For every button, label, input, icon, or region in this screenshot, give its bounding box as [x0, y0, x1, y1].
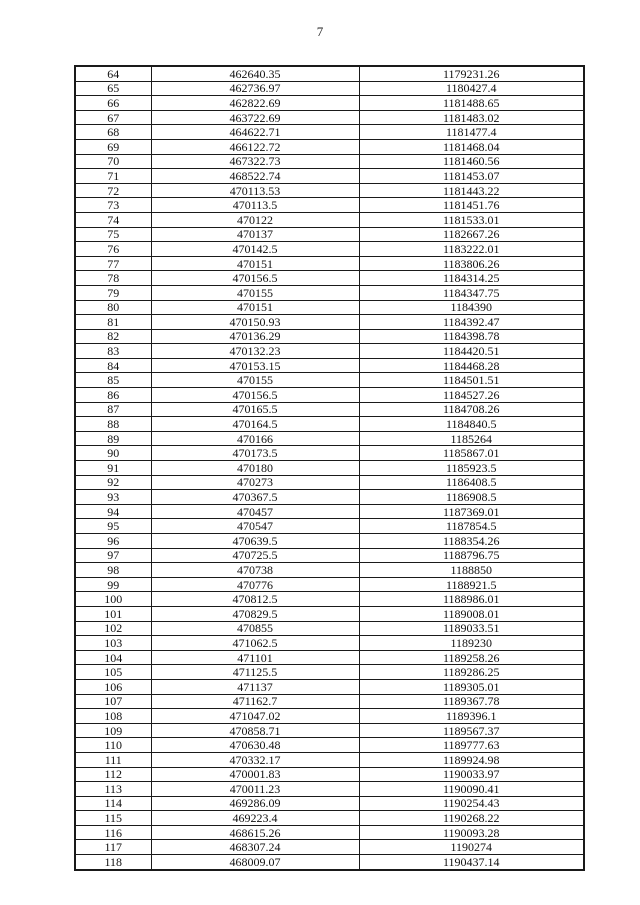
y-coordinate-cell: 1184314.25	[359, 271, 584, 286]
x-coordinate-cell: 470155	[151, 285, 359, 300]
table-row	[75, 344, 584, 359]
point-number-cell: 109	[75, 723, 151, 738]
table-row	[75, 66, 584, 81]
point-number-cell: 74	[75, 212, 151, 227]
x-coordinate-cell: 469286.09	[151, 796, 359, 811]
point-number-cell: 118	[75, 855, 151, 870]
x-coordinate-cell: 462640.35	[151, 66, 359, 81]
coordinates-table-body	[75, 66, 584, 870]
y-coordinate-cell: 1180427.4	[359, 81, 584, 96]
y-coordinate-cell: 1190274	[359, 840, 584, 855]
point-number-cell: 101	[75, 606, 151, 621]
table-row	[75, 650, 584, 665]
y-coordinate-cell: 1179231.26	[359, 66, 584, 81]
y-coordinate-cell: 1187369.01	[359, 504, 584, 519]
y-coordinate-cell: 1181488.65	[359, 96, 584, 111]
table-row	[75, 855, 584, 870]
x-coordinate-cell: 468522.74	[151, 169, 359, 184]
point-number-cell: 106	[75, 679, 151, 694]
y-coordinate-cell: 1181477.4	[359, 125, 584, 140]
y-coordinate-cell: 1190254.43	[359, 796, 584, 811]
point-number-cell: 92	[75, 475, 151, 490]
x-coordinate-cell: 470812.5	[151, 592, 359, 607]
y-coordinate-cell: 1189230	[359, 636, 584, 651]
y-coordinate-cell: 1184468.28	[359, 358, 584, 373]
x-coordinate-cell: 470151	[151, 300, 359, 315]
y-coordinate-cell: 1190437.14	[359, 855, 584, 870]
y-coordinate-cell: 1184420.51	[359, 344, 584, 359]
x-coordinate-cell: 470858.71	[151, 723, 359, 738]
table-row	[75, 329, 584, 344]
point-number-cell: 70	[75, 154, 151, 169]
point-number-cell: 71	[75, 169, 151, 184]
x-coordinate-cell: 470132.23	[151, 344, 359, 359]
x-coordinate-cell: 471047.02	[151, 709, 359, 724]
table-row	[75, 665, 584, 680]
point-number-cell: 89	[75, 431, 151, 446]
x-coordinate-cell: 471125.5	[151, 665, 359, 680]
x-coordinate-cell: 470829.5	[151, 606, 359, 621]
y-coordinate-cell: 1184347.75	[359, 285, 584, 300]
point-number-cell: 110	[75, 738, 151, 753]
table-row	[75, 461, 584, 476]
y-coordinate-cell: 1181483.02	[359, 110, 584, 125]
table-row	[75, 504, 584, 519]
x-coordinate-cell: 470136.29	[151, 329, 359, 344]
y-coordinate-cell: 1184840.5	[359, 417, 584, 432]
x-coordinate-cell: 470725.5	[151, 548, 359, 563]
table-row	[75, 679, 584, 694]
point-number-cell: 113	[75, 782, 151, 797]
x-coordinate-cell: 470547	[151, 519, 359, 534]
point-number-cell: 107	[75, 694, 151, 709]
table-row	[75, 212, 584, 227]
x-coordinate-cell: 470153.15	[151, 358, 359, 373]
point-number-cell: 91	[75, 461, 151, 476]
point-number-cell: 111	[75, 752, 151, 767]
y-coordinate-cell: 1188986.01	[359, 592, 584, 607]
x-coordinate-cell: 471137	[151, 679, 359, 694]
table-row	[75, 242, 584, 257]
y-coordinate-cell: 1184501.51	[359, 373, 584, 388]
x-coordinate-cell: 470630.48	[151, 738, 359, 753]
point-number-cell: 98	[75, 563, 151, 578]
x-coordinate-cell: 470155	[151, 373, 359, 388]
table-row	[75, 577, 584, 592]
x-coordinate-cell: 470855	[151, 621, 359, 636]
x-coordinate-cell: 470142.5	[151, 242, 359, 257]
table-row	[75, 782, 584, 797]
y-coordinate-cell: 1188921.5	[359, 577, 584, 592]
point-number-cell: 73	[75, 198, 151, 213]
y-coordinate-cell: 1189367.78	[359, 694, 584, 709]
table-row	[75, 840, 584, 855]
point-number-cell: 102	[75, 621, 151, 636]
point-number-cell: 96	[75, 534, 151, 549]
x-coordinate-cell: 470137	[151, 227, 359, 242]
table-row	[75, 139, 584, 154]
y-coordinate-cell: 1189305.01	[359, 679, 584, 694]
point-number-cell: 66	[75, 96, 151, 111]
point-number-cell: 64	[75, 66, 151, 81]
table-row	[75, 198, 584, 213]
x-coordinate-cell: 466122.72	[151, 139, 359, 154]
table-row	[75, 694, 584, 709]
x-coordinate-cell: 470166	[151, 431, 359, 446]
point-number-cell: 104	[75, 650, 151, 665]
table-row	[75, 271, 584, 286]
x-coordinate-cell: 470122	[151, 212, 359, 227]
x-coordinate-cell: 470273	[151, 475, 359, 490]
table-row	[75, 548, 584, 563]
x-coordinate-cell: 470165.5	[151, 402, 359, 417]
y-coordinate-cell: 1185867.01	[359, 446, 584, 461]
table-row	[75, 606, 584, 621]
point-number-cell: 94	[75, 504, 151, 519]
y-coordinate-cell: 1189924.98	[359, 752, 584, 767]
table-row	[75, 358, 584, 373]
point-number-cell: 93	[75, 490, 151, 505]
y-coordinate-cell: 1186908.5	[359, 490, 584, 505]
table-row	[75, 621, 584, 636]
point-number-cell: 69	[75, 139, 151, 154]
point-number-cell: 67	[75, 110, 151, 125]
x-coordinate-cell: 470156.5	[151, 388, 359, 403]
y-coordinate-cell: 1190033.97	[359, 767, 584, 782]
table-row	[75, 563, 584, 578]
x-coordinate-cell: 470738	[151, 563, 359, 578]
y-coordinate-cell: 1183806.26	[359, 256, 584, 271]
table-row	[75, 490, 584, 505]
page-number: 7	[316, 24, 324, 39]
y-coordinate-cell: 1184390	[359, 300, 584, 315]
table-row	[75, 825, 584, 840]
x-coordinate-cell: 470150.93	[151, 315, 359, 330]
y-coordinate-cell: 1184398.78	[359, 329, 584, 344]
x-coordinate-cell: 462822.69	[151, 96, 359, 111]
y-coordinate-cell: 1181533.01	[359, 212, 584, 227]
table-row	[75, 227, 584, 242]
point-number-cell: 83	[75, 344, 151, 359]
x-coordinate-cell: 470011.23	[151, 782, 359, 797]
point-number-cell: 68	[75, 125, 151, 140]
table-row	[75, 636, 584, 651]
point-number-cell: 86	[75, 388, 151, 403]
table-row	[75, 534, 584, 549]
point-number-cell: 115	[75, 811, 151, 826]
table-row	[75, 767, 584, 782]
y-coordinate-cell: 1186408.5	[359, 475, 584, 490]
y-coordinate-cell: 1187854.5	[359, 519, 584, 534]
x-coordinate-cell: 463722.69	[151, 110, 359, 125]
point-number-cell: 80	[75, 300, 151, 315]
x-coordinate-cell: 470151	[151, 256, 359, 271]
table-row	[75, 183, 584, 198]
x-coordinate-cell: 470639.5	[151, 534, 359, 549]
point-number-cell: 105	[75, 665, 151, 680]
x-coordinate-cell: 467322.73	[151, 154, 359, 169]
table-row	[75, 417, 584, 432]
y-coordinate-cell: 1189258.26	[359, 650, 584, 665]
table-row	[75, 154, 584, 169]
y-coordinate-cell: 1184392.47	[359, 315, 584, 330]
point-number-cell: 100	[75, 592, 151, 607]
point-number-cell: 81	[75, 315, 151, 330]
y-coordinate-cell: 1184527.26	[359, 388, 584, 403]
point-number-cell: 116	[75, 825, 151, 840]
y-coordinate-cell: 1181451.76	[359, 198, 584, 213]
y-coordinate-cell: 1185923.5	[359, 461, 584, 476]
table-row	[75, 285, 584, 300]
table-row	[75, 723, 584, 738]
point-number-cell: 75	[75, 227, 151, 242]
x-coordinate-cell: 469223.4	[151, 811, 359, 826]
table-row	[75, 110, 584, 125]
x-coordinate-cell: 470164.5	[151, 417, 359, 432]
point-number-cell: 117	[75, 840, 151, 855]
point-number-cell: 112	[75, 767, 151, 782]
point-number-cell: 114	[75, 796, 151, 811]
x-coordinate-cell: 470457	[151, 504, 359, 519]
point-number-cell: 87	[75, 402, 151, 417]
x-coordinate-cell: 470001.83	[151, 767, 359, 782]
y-coordinate-cell: 1181460.56	[359, 154, 584, 169]
y-coordinate-cell: 1181453.07	[359, 169, 584, 184]
x-coordinate-cell: 470173.5	[151, 446, 359, 461]
point-number-cell: 95	[75, 519, 151, 534]
point-number-cell: 77	[75, 256, 151, 271]
x-coordinate-cell: 468307.24	[151, 840, 359, 855]
x-coordinate-cell: 464622.71	[151, 125, 359, 140]
x-coordinate-cell: 470156.5	[151, 271, 359, 286]
x-coordinate-cell: 470113.5	[151, 198, 359, 213]
x-coordinate-cell: 462736.97	[151, 81, 359, 96]
y-coordinate-cell: 1188796.75	[359, 548, 584, 563]
point-number-cell: 103	[75, 636, 151, 651]
point-number-cell: 82	[75, 329, 151, 344]
y-coordinate-cell: 1189008.01	[359, 606, 584, 621]
y-coordinate-cell: 1184708.26	[359, 402, 584, 417]
table-row	[75, 519, 584, 534]
y-coordinate-cell: 1183222.01	[359, 242, 584, 257]
y-coordinate-cell: 1188850	[359, 563, 584, 578]
x-coordinate-cell: 471062.5	[151, 636, 359, 651]
table-row	[75, 796, 584, 811]
table-row	[75, 256, 584, 271]
y-coordinate-cell: 1190093.28	[359, 825, 584, 840]
x-coordinate-cell: 470367.5	[151, 490, 359, 505]
y-coordinate-cell: 1189396.1	[359, 709, 584, 724]
y-coordinate-cell: 1189567.37	[359, 723, 584, 738]
table-row	[75, 388, 584, 403]
x-coordinate-cell: 471162.7	[151, 694, 359, 709]
point-number-cell: 108	[75, 709, 151, 724]
y-coordinate-cell: 1189033.51	[359, 621, 584, 636]
point-number-cell: 78	[75, 271, 151, 286]
y-coordinate-cell: 1188354.26	[359, 534, 584, 549]
point-number-cell: 97	[75, 548, 151, 563]
coordinates-table	[74, 65, 585, 871]
x-coordinate-cell: 470113.53	[151, 183, 359, 198]
point-number-cell: 72	[75, 183, 151, 198]
table-row	[75, 402, 584, 417]
y-coordinate-cell: 1181468.04	[359, 139, 584, 154]
y-coordinate-cell: 1181443.22	[359, 183, 584, 198]
x-coordinate-cell: 468615.26	[151, 825, 359, 840]
table-row	[75, 738, 584, 753]
table-row	[75, 300, 584, 315]
y-coordinate-cell: 1189286.25	[359, 665, 584, 680]
point-number-cell: 76	[75, 242, 151, 257]
table-row	[75, 169, 584, 184]
table-row	[75, 592, 584, 607]
x-coordinate-cell: 470332.17	[151, 752, 359, 767]
y-coordinate-cell: 1190090.41	[359, 782, 584, 797]
point-number-cell: 79	[75, 285, 151, 300]
table-row	[75, 373, 584, 388]
point-number-cell: 85	[75, 373, 151, 388]
y-coordinate-cell: 1185264	[359, 431, 584, 446]
point-number-cell: 84	[75, 358, 151, 373]
y-coordinate-cell: 1189777.63	[359, 738, 584, 753]
table-row	[75, 431, 584, 446]
table-row	[75, 96, 584, 111]
x-coordinate-cell: 470776	[151, 577, 359, 592]
table-row	[75, 752, 584, 767]
table-row	[75, 475, 584, 490]
table-row	[75, 811, 584, 826]
x-coordinate-cell: 471101	[151, 650, 359, 665]
y-coordinate-cell: 1190268.22	[359, 811, 584, 826]
point-number-cell: 65	[75, 81, 151, 96]
point-number-cell: 90	[75, 446, 151, 461]
x-coordinate-cell: 470180	[151, 461, 359, 476]
table-row	[75, 709, 584, 724]
table-row	[75, 315, 584, 330]
table-row	[75, 125, 584, 140]
point-number-cell: 99	[75, 577, 151, 592]
table-row	[75, 446, 584, 461]
point-number-cell: 88	[75, 417, 151, 432]
x-coordinate-cell: 468009.07	[151, 855, 359, 870]
y-coordinate-cell: 1182667.26	[359, 227, 584, 242]
table-row	[75, 81, 584, 96]
